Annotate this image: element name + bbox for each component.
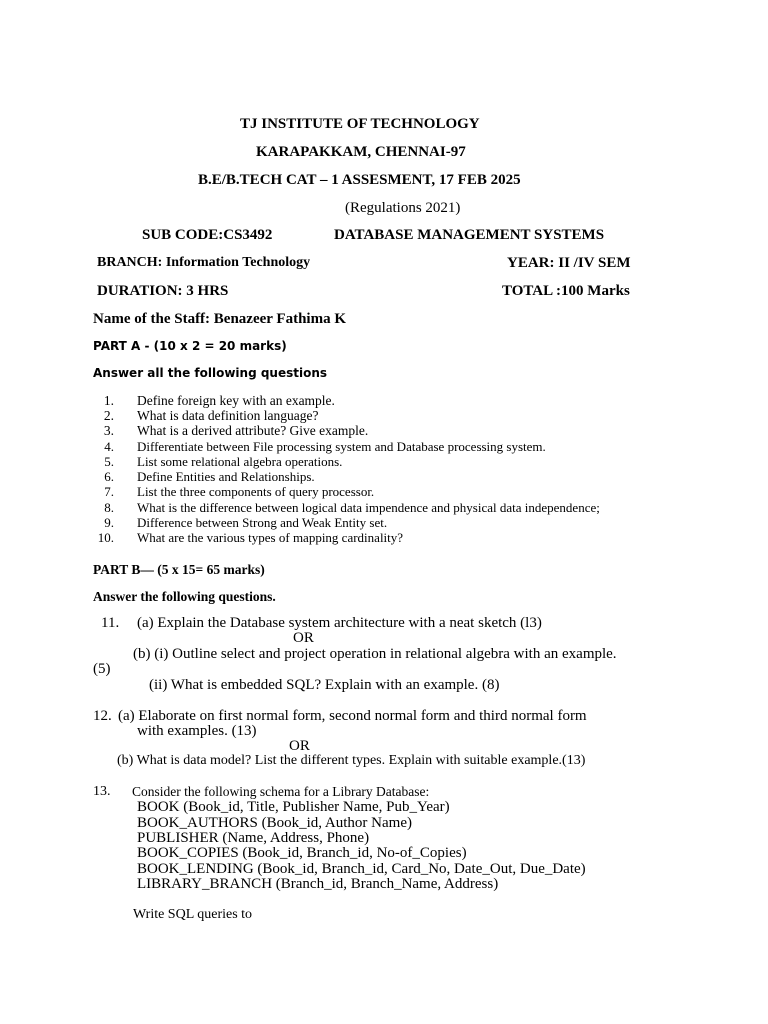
- q12-b: (b) What is data model? List the different types. Explain with suitable example.(13): [117, 753, 586, 768]
- question-number: 5.: [104, 454, 114, 469]
- question-text: What are the various types of mapping cardinality?: [137, 530, 404, 545]
- schema-line: BOOK_LENDING (Book_id, Branch_id, Card_No, Date_Out, Due_Date): [137, 861, 586, 877]
- q11-or: OR: [293, 630, 314, 646]
- schema-line: PUBLISHER (Name, Address, Phone): [137, 830, 370, 846]
- q12-number: 12.: [93, 708, 112, 724]
- question-text: What is data definition language?: [137, 408, 319, 423]
- q12-a: (a) Elaborate on first normal form, second normal form and third normal form: [118, 708, 587, 724]
- regulations: (Regulations 2021): [345, 200, 461, 216]
- question-number: 8.: [104, 500, 114, 515]
- question-number: 4.: [104, 439, 114, 454]
- question-text: What is a derived attribute? Give example.: [137, 423, 369, 438]
- q13-intro: Consider the following schema for a Library Database:: [132, 784, 430, 799]
- q11-a: (a) Explain the Database system architecture with a neat sketch (l3): [137, 615, 542, 631]
- question-text: What is the difference between logical data impendence and physical data independence;: [137, 500, 600, 515]
- q11-b-i-marks: (5): [93, 661, 111, 677]
- subject-name: DATABASE MANAGEMENT SYSTEMS: [334, 227, 605, 243]
- q13-write: Write SQL queries to: [133, 907, 253, 922]
- schema-line: BOOK_AUTHORS (Book_id, Author Name): [137, 815, 412, 831]
- question-text: Differentiate between File processing system and Database processing system.: [137, 439, 546, 454]
- schema-line: BOOK (Book_id, Title, Publisher Name, Pub_Year): [137, 799, 450, 815]
- branch: BRANCH: Information Technology: [97, 255, 311, 270]
- question-text: List the three components of query processor.: [137, 484, 375, 499]
- part-b-instruction: Answer the following questions.: [93, 589, 276, 604]
- duration: DURATION: 3 HRS: [97, 283, 229, 299]
- question-number: 10.: [97, 530, 114, 545]
- q11-b-i: (b) (i) Outline select and project operation in relational algebra with an example.: [133, 646, 617, 662]
- q11-number: 11.: [101, 615, 120, 631]
- year-semester: YEAR: II /IV SEM: [507, 255, 631, 271]
- question-number: 7.: [104, 484, 114, 499]
- total-marks: TOTAL :100 Marks: [502, 283, 630, 299]
- institute-name: TJ INSTITUTE OF TECHNOLOGY: [240, 116, 480, 132]
- question-text: List some relational algebra operations.: [137, 454, 343, 469]
- part-a-instruction: Answer all the following questions: [93, 366, 328, 380]
- institute-location: KARAPAKKAM, CHENNAI-97: [256, 144, 466, 160]
- exam-title: B.E/B.TECH CAT – 1 ASSESMENT, 17 FEB 2025: [198, 172, 521, 188]
- staff-name: Name of the Staff: Benazeer Fathima K: [93, 311, 346, 327]
- question-text: Difference between Strong and Weak Entity set.: [137, 515, 388, 530]
- q12-a-cont: with examples. (13): [137, 723, 257, 739]
- part-a-title: PART A - (10 x 2 = 20 marks): [93, 339, 287, 353]
- q13-number: 13.: [93, 784, 111, 799]
- question-number: 9.: [104, 515, 114, 530]
- part-b-title: PART B— (5 x 15= 65 marks): [93, 562, 265, 577]
- subject-code: SUB CODE:CS3492: [142, 227, 273, 243]
- q12-or: OR: [289, 738, 310, 754]
- question-number: 2.: [103, 408, 114, 423]
- question-number: 6.: [104, 469, 114, 484]
- question-number: 1.: [103, 393, 114, 408]
- schema-line: LIBRARY_BRANCH (Branch_id, Branch_Name, Address): [137, 876, 499, 892]
- question-number: 3.: [103, 423, 114, 438]
- question-text: Define foreign key with an example.: [137, 393, 335, 408]
- q11-b-ii: (ii) What is embedded SQL? Explain with an example. (8): [149, 677, 500, 693]
- schema-line: BOOK_COPIES (Book_id, Branch_id, No-of_Copies): [137, 845, 467, 861]
- question-text: Define Entities and Relationships.: [137, 469, 315, 484]
